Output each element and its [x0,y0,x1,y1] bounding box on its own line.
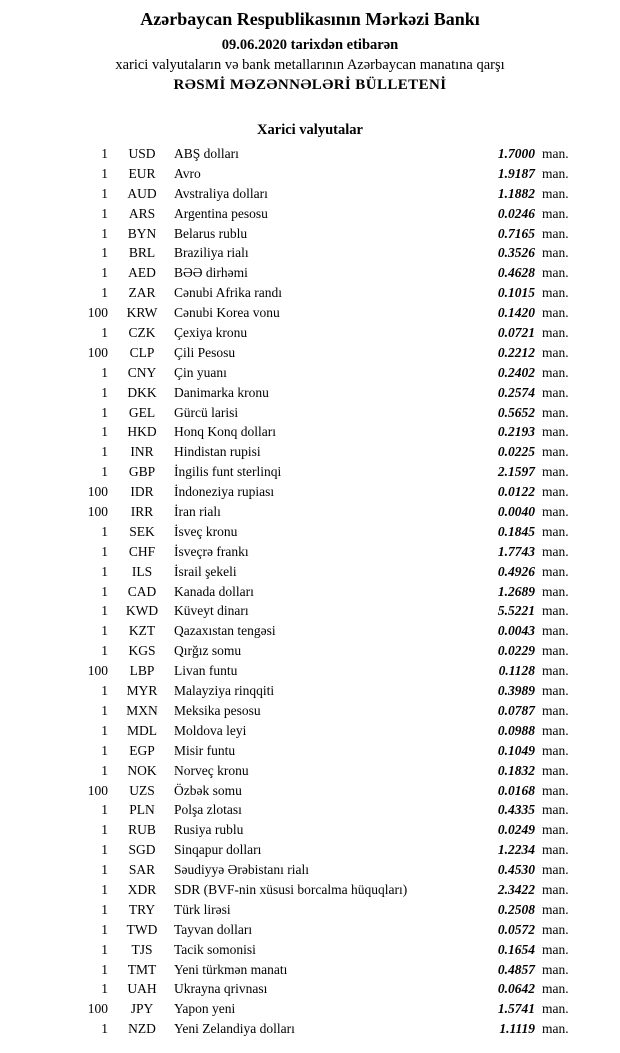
currency-unit: man. [542,1021,569,1037]
table-row [0,544,620,564]
currency-unit: man. [542,245,569,261]
currency-code: USD [128,146,156,161]
currency-code: NOK [127,762,157,778]
currency-name: Cənubi Afrika randı [174,285,282,301]
currency-quantity: 1 [101,1021,108,1037]
currency-code: IRR [130,504,154,520]
currency-rate: 1.1119 [499,1021,535,1037]
currency-name: Yeni türkmən manatı [174,961,288,977]
currency-rate: 0.2212 [497,344,535,360]
currency-code: CNY [127,364,157,380]
currency-rate: 0.0043 [497,623,535,639]
currency-unit: man. [542,384,569,400]
currency-code: CAD [127,583,157,599]
currency-code: TJS [131,941,153,957]
currency-name: Avro [174,165,201,181]
currency-name: İsveçrə frankı [174,543,249,559]
currency-code: KZT [128,623,156,639]
currency-unit: man. [542,623,569,639]
currency-quantity: 1 [101,384,108,400]
currency-quantity: 1 [101,543,108,559]
currency-rate: 5.5221 [497,603,535,619]
currency-quantity: 1 [101,563,108,579]
bulletin-subtitle: xarici valyutaların və bank metallarının Azərbaycan manatına qarşı [115,57,505,73]
currency-unit: man. [542,424,569,440]
currency-table [0,146,620,1041]
currency-quantity: 1 [101,424,108,440]
currency-rate: 0.0168 [497,782,535,798]
table-row [0,484,620,504]
currency-quantity: 1 [101,862,108,878]
table-row [0,981,620,1001]
currency-quantity: 100 [87,782,108,798]
currency-name: Belarus rublu [174,225,248,241]
currency-rate: 0.3526 [497,245,535,261]
currency-code: SEK [129,523,155,539]
currency-unit: man. [542,762,569,778]
currency-code: JPY [130,1001,154,1017]
currency-unit: man. [542,603,569,619]
currency-name: Qazaxıstan tengəsi [174,623,276,639]
currency-code: GBP [128,464,156,480]
table-row [0,683,620,703]
currency-quantity: 1 [101,523,108,539]
bulletin-header [0,8,620,95]
currency-unit: man. [542,961,569,977]
currency-rate: 0.0572 [497,921,535,937]
currency-quantity: 1 [101,881,108,897]
currency-name: Tacik somonisi [174,941,256,957]
currency-unit: man. [542,344,569,360]
table-row [0,186,620,206]
currency-quantity: 1 [101,941,108,957]
table-row [0,444,620,464]
table-row [0,603,620,623]
currency-quantity: 1 [101,623,108,639]
currency-rate: 2.1597 [497,464,535,480]
currency-code: AUD [127,185,157,201]
currency-name: Danimarka kronu [174,384,269,400]
currency-quantity: 100 [87,663,108,679]
currency-rate: 0.1049 [497,742,535,758]
currency-name: Malayziya rinqqiti [174,683,275,699]
currency-rate: 0.4857 [497,961,535,977]
currency-code: EGP [129,742,155,758]
currency-code: SGD [128,842,156,858]
currency-rate: 1.5741 [497,1001,535,1017]
currency-rate: 0.0122 [497,484,535,500]
table-row [0,584,620,604]
currency-code: TRY [128,901,156,917]
currency-unit: man. [542,981,569,997]
currency-code: CHF [128,543,156,559]
currency-rate: 1.2234 [497,842,535,858]
table-row [0,623,620,643]
currency-name: İran rialı [174,504,221,520]
currency-quantity: 100 [87,1001,108,1017]
currency-name: Kanada dolları [174,583,254,599]
currency-unit: man. [542,643,569,659]
currency-name: Səudiyyə Ərəbistanı rialı [174,862,309,878]
table-row [0,1021,620,1041]
table-row [0,783,620,803]
currency-quantity: 1 [101,364,108,380]
currency-name: Tayvan dolları [174,921,253,937]
currency-name: İndoneziya rupiası [174,484,275,500]
table-row [0,345,620,365]
table-row [0,245,620,265]
table-row [0,842,620,862]
currency-quantity: 100 [87,484,108,500]
currency-quantity: 100 [87,305,108,321]
currency-unit: man. [542,663,569,679]
currency-quantity: 1 [101,722,108,738]
table-row [0,405,620,425]
table-row [0,464,620,484]
table-row [0,862,620,882]
currency-unit: man. [542,205,569,221]
currency-name: Yeni Zelandiya dolları [174,1021,295,1037]
currency-name: İngilis funt sterlinqi [174,464,282,480]
table-row [0,723,620,743]
currency-code: INR [130,444,154,460]
currency-quantity: 1 [101,325,108,341]
currency-rate: 0.1654 [497,941,535,957]
currency-unit: man. [542,862,569,878]
table-row [0,385,620,405]
table-row [0,882,620,902]
currency-code: EUR [128,165,156,181]
currency-unit: man. [542,464,569,480]
currency-unit: man. [542,921,569,937]
currency-unit: man. [542,165,569,181]
currency-unit: man. [542,146,569,161]
currency-rate: 0.0225 [497,444,535,460]
currency-code: ILS [131,563,153,579]
currency-code: LBP [129,663,155,679]
currency-code: KRW [126,305,158,321]
currency-unit: man. [542,225,569,241]
table-row [0,325,620,345]
currency-rate: 0.0721 [497,325,535,341]
currency-name: Rusiya rublu [174,822,244,838]
currency-quantity: 1 [101,165,108,181]
table-row [0,802,620,822]
currency-quantity: 1 [101,225,108,241]
table-row [0,424,620,444]
currency-rate: 0.2508 [497,901,535,917]
currency-unit: man. [542,722,569,738]
section-heading-foreign-currencies: Xarici valyutalar [257,122,363,138]
currency-rate: 0.1015 [497,285,535,301]
table-row [0,663,620,683]
currency-name: Moldova leyi [174,722,247,738]
currency-name: Türk lirəsi [174,901,231,917]
currency-rate: 1.1882 [497,185,535,201]
currency-quantity: 100 [87,504,108,520]
currency-name: Yapon yeni [174,1001,236,1017]
currency-code: NZD [128,1021,156,1037]
currency-name: BƏƏ dirhəmi [174,265,248,281]
currency-name: Honq Konq dolları [174,424,276,440]
currency-name: Küveyt dinarı [174,603,249,619]
table-row [0,206,620,226]
currency-code: AED [128,265,156,281]
currency-rate: 0.7165 [497,225,535,241]
currency-name: Avstraliya dolları [174,185,268,201]
currency-rate: 0.0787 [497,702,535,718]
currency-code: MXN [126,702,158,718]
currency-rate: 0.0246 [497,205,535,221]
table-row [0,265,620,285]
currency-quantity: 1 [101,683,108,699]
currency-code: TWD [126,921,158,937]
currency-unit: man. [542,702,569,718]
currency-rate: 1.2689 [497,583,535,599]
currency-name: Özbək somu [174,782,242,798]
currency-code: BRL [128,245,156,261]
currency-name: İsveç kronu [174,523,238,539]
table-row [0,564,620,584]
currency-quantity: 1 [101,185,108,201]
currency-code: MDL [127,722,157,738]
currency-rate: 0.4926 [497,563,535,579]
currency-quantity: 1 [101,921,108,937]
page-title: Azərbaycan Respublikasının Mərkəzi Bankı [140,9,480,29]
currency-unit: man. [542,822,569,838]
currency-quantity: 1 [101,444,108,460]
table-row [0,1001,620,1021]
table-row [0,902,620,922]
currency-rate: 1.9187 [497,165,535,181]
effective-date: 09.06.2020 tarixdən etibarən [221,37,399,53]
currency-rate: 0.2402 [497,364,535,380]
table-row [0,643,620,663]
currency-quantity: 1 [101,146,108,161]
currency-unit: man. [542,782,569,798]
table-row [0,166,620,186]
currency-name: Argentina pesosu [174,205,268,221]
currency-code: PLN [129,802,155,818]
currency-name: Çexiya kronu [174,325,248,341]
currency-unit: man. [542,563,569,579]
currency-unit: man. [542,364,569,380]
currency-rate: 0.5652 [497,404,535,420]
table-row [0,962,620,982]
currency-rate: 0.2193 [497,424,535,440]
currency-unit: man. [542,404,569,420]
currency-code: TMT [127,961,157,977]
currency-code: DKK [127,384,157,400]
currency-quantity: 1 [101,742,108,758]
currency-rate: 0.1832 [497,762,535,778]
currency-quantity: 1 [101,822,108,838]
currency-rate: 0.0642 [497,981,535,997]
currency-code: BYN [127,225,157,241]
currency-rate: 0.2574 [497,384,535,400]
currency-rate: 0.0229 [497,643,535,659]
currency-name: Gürcü larisi [174,404,239,420]
currency-unit: man. [542,444,569,460]
table-row [0,305,620,325]
currency-unit: man. [542,185,569,201]
currency-quantity: 1 [101,245,108,261]
currency-unit: man. [542,901,569,917]
currency-quantity: 1 [101,901,108,917]
currency-quantity: 1 [101,404,108,420]
currency-name: Hindistan rupisi [174,444,261,460]
currency-quantity: 1 [101,762,108,778]
table-row [0,922,620,942]
currency-unit: man. [542,1001,569,1017]
currency-name: Livan funtu [174,663,238,679]
currency-rate: 0.3989 [497,683,535,699]
currency-rate: 0.1420 [497,305,535,321]
currency-rate: 1.7743 [497,543,535,559]
table-row [0,146,620,166]
table-row [0,524,620,544]
currency-rate: 0.1845 [497,523,535,539]
currency-name: Norveç kronu [174,762,249,778]
currency-name: ABŞ dolları [174,146,239,161]
currency-name: SDR (BVF-nin xüsusi borcalma hüquqları) [174,881,408,897]
table-row [0,703,620,723]
currency-code: SAR [128,862,156,878]
currency-code: CZK [128,325,156,341]
currency-name: Meksika pesosu [174,702,261,718]
currency-unit: man. [542,504,569,520]
currency-code: KGS [128,643,156,659]
currency-unit: man. [542,583,569,599]
currency-name: Ukrayna qrivnası [174,981,268,997]
currency-code: GEL [128,404,156,420]
currency-rate: 2.3422 [497,881,535,897]
currency-name: Cənubi Korea vonu [174,305,280,321]
currency-quantity: 1 [101,702,108,718]
currency-code: UZS [129,782,155,798]
currency-unit: man. [542,842,569,858]
currency-rate: 0.4335 [497,802,535,818]
table-row [0,285,620,305]
currency-rate: 0.0249 [497,822,535,838]
currency-rate: 0.4530 [497,862,535,878]
currency-code: KWD [125,603,159,619]
currency-name: Misir funtu [174,742,236,758]
currency-unit: man. [542,941,569,957]
currency-unit: man. [542,305,569,321]
currency-name: Braziliya rialı [174,245,249,261]
table-row [0,822,620,842]
currency-unit: man. [542,523,569,539]
currency-unit: man. [542,802,569,818]
currency-code: ARS [128,205,156,221]
currency-rate: 0.1128 [498,663,535,679]
table-row [0,504,620,524]
table-row [0,743,620,763]
currency-code: HKD [127,424,157,440]
currency-unit: man. [542,325,569,341]
currency-quantity: 1 [101,603,108,619]
currency-quantity: 1 [101,583,108,599]
currency-rate: 1.7000 [497,146,535,161]
table-row [0,226,620,246]
currency-code: IDR [130,484,154,500]
currency-rate: 0.0988 [497,722,535,738]
currency-unit: man. [542,881,569,897]
currency-name: Qırğız somu [174,643,242,659]
table-row [0,763,620,783]
currency-name: Sinqapur dolları [174,842,262,858]
currency-rate: 0.4628 [497,265,535,281]
table-row [0,365,620,385]
currency-quantity: 1 [101,802,108,818]
currency-quantity: 1 [101,285,108,301]
currency-quantity: 1 [101,981,108,997]
currency-name: Çili Pesosu [174,344,236,360]
currency-code: XDR [127,881,157,897]
bulletin-title: RƏSMİ MƏZƏNNƏLƏRİ BÜLLETENİ [173,77,447,93]
table-row [0,942,620,962]
currency-name: Polşa zlotası [174,802,242,818]
currency-quantity: 1 [101,265,108,281]
currency-code: MYR [126,683,158,699]
currency-unit: man. [542,285,569,301]
currency-code: ZAR [128,285,156,301]
currency-quantity: 100 [87,344,108,360]
currency-quantity: 1 [101,842,108,858]
currency-quantity: 1 [101,464,108,480]
currency-code: RUB [128,822,156,838]
currency-quantity: 1 [101,205,108,221]
currency-unit: man. [542,742,569,758]
currency-code: UAH [127,981,157,997]
currency-unit: man. [542,543,569,559]
currency-unit: man. [542,265,569,281]
currency-rate: 0.0040 [497,504,535,520]
currency-unit: man. [542,683,569,699]
currency-quantity: 1 [101,961,108,977]
currency-name: İsrail şekeli [174,563,237,579]
currency-unit: man. [542,484,569,500]
currency-name: Çin yuanı [174,364,227,380]
currency-code: CLP [129,344,155,360]
currency-quantity: 1 [101,643,108,659]
